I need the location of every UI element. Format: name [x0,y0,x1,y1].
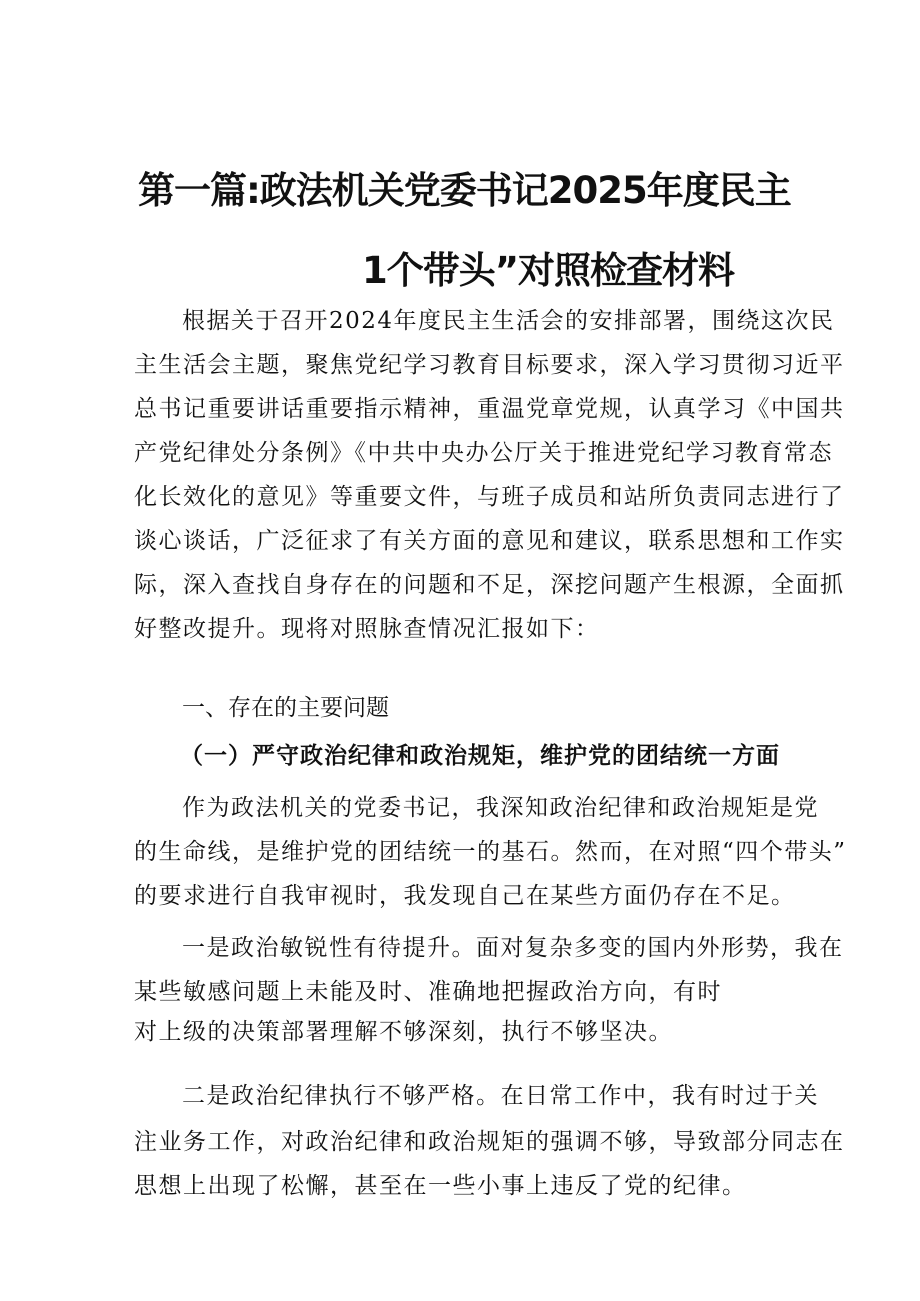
paragraph-line: 对上级的决策部署理解不够深刻，执行不够坚决。 [134,1019,673,1045]
document-title-line-2: 1个带头”对照检查材料 [362,249,735,292]
paragraph-line: 的生命线，是维护党的团结统一的基石。然而，在对照“四个带头” [134,839,847,865]
intro-line: 际，深入查找自身存在的问题和不足，深挖问题产生根源，全面抓 [134,572,845,598]
paragraph-line: 某些敏感问题上未能及时、准确地把握政治方向，有时 [134,979,722,1005]
paragraph-line: 思想上出现了松懈，甚至在一些小事上违反了党的纪律。 [134,1173,747,1199]
intro-line: 产党纪律处分条例》《中共中央办公厅关于推进党纪学习教育常态 [134,440,833,466]
intro-line: 主生活会主题，聚焦党纪学习教育目标要求，深入学习贯彻习近平 [134,352,845,378]
intro-line: 化长效化的意见》等重要文件，与班子成员和站所负责同志进行了 [134,484,845,510]
intro-line: 好整改提升。现将对照脉查情况汇报如下： [134,616,600,642]
paragraph-line: 作为政法机关的党委书记，我深知政治纪律和政治规矩是党 [182,795,819,821]
document-title-line-1: 第一篇:政法机关党委书记2025年度民主 [138,169,791,212]
intro-line: 根据关于召开2024年度民主生活会的安排部署，围绕这次民 [182,308,835,334]
subsection-heading: （一）严守政治纪律和政治规矩，维护党的团结统一方面 [180,742,780,769]
paragraph-line: 的要求进行自我审视时，我发现自己在某些方面仍存在不足。 [134,883,796,909]
intro-line: 总书记重要讲话重要指示精神，重温党章党规，认真学习《中国共 [134,396,845,422]
paragraph-line: 一是政治敏锐性有待提升。面对复杂多变的国内外形势，我在 [182,935,844,961]
paragraph-line: 注业务工作，对政治纪律和政治规矩的强调不够，导致部分同志在 [134,1129,845,1155]
paragraph-line: 二是政治纪律执行不够严格。在日常工作中，我有时过于关 [182,1083,819,1109]
intro-line: 谈心谈话，广泛征求了有关方面的意见和建议，联系思想和工作实 [134,528,845,554]
section-heading: 一、存在的主要问题 [182,695,389,721]
